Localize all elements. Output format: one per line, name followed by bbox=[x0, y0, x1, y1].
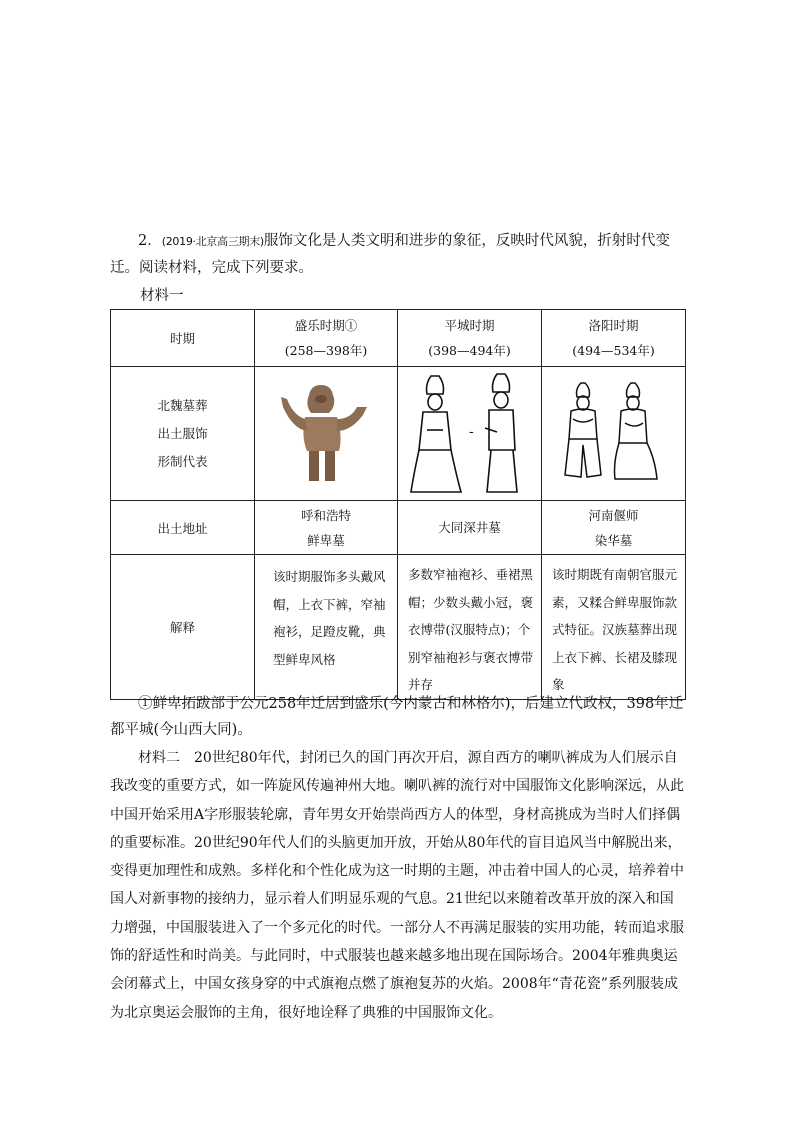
site-row-label: 出土地址 bbox=[111, 501, 255, 555]
material1-table bbox=[110, 309, 686, 700]
period-name: 平城时期 bbox=[444, 318, 495, 333]
period-cell bbox=[398, 310, 542, 367]
explanation-cell: 该时期既有南朝官服元素，又糅合鲜卑服饰款式特征。汉族墓葬出现上衣下裤、长裙及膝现象 bbox=[542, 555, 686, 700]
header-label: 时期 bbox=[111, 310, 255, 367]
period-name: 洛阳时期 bbox=[588, 318, 639, 333]
header-row bbox=[111, 310, 686, 367]
site-cell: 大同深井墓 bbox=[398, 501, 542, 555]
figure-row-label: 北魏墓葬 出土服饰 形制代表 bbox=[111, 367, 255, 501]
svg-text:-: - bbox=[468, 423, 474, 440]
explanation-cell: 该时期服饰多头戴风帽，上衣下裤，窄袖袍衫，足蹬皮靴，典型鲜卑风格 bbox=[255, 555, 398, 700]
period-years: (258—398年) bbox=[284, 343, 368, 358]
period-years: (494—534年) bbox=[572, 343, 655, 358]
site-row bbox=[111, 501, 686, 555]
explanation-cell: 多数窄袖袍衫、垂裙黑帽；少数头戴小冠，褒衣博带(汉服特点)；个别窄袖袍衫与褒衣博带并存 bbox=[398, 555, 542, 700]
period-cell bbox=[255, 310, 398, 367]
site-cell: 河南偃师 染华墓 bbox=[542, 501, 686, 555]
question-intro bbox=[110, 228, 686, 281]
site-cell: 呼和浩特 鲜卑墓 bbox=[255, 501, 398, 555]
figure-row bbox=[111, 367, 686, 501]
material1-label: 材料一 bbox=[140, 288, 184, 304]
shengle-figurine-image bbox=[255, 367, 398, 501]
explanation-row bbox=[111, 555, 686, 700]
question-number: 2． bbox=[138, 233, 162, 249]
question-source: (2019·北京高三期末) bbox=[161, 235, 264, 248]
material2-paragraph bbox=[110, 744, 686, 1027]
luoyang-figurines-drawing bbox=[542, 367, 686, 501]
explanation-row-label: 解释 bbox=[111, 555, 255, 700]
material2-text: 20世纪80年代，封闭已久的国门再次开启，源自西方的喇叭裤成为人们展示自我改变的重要方式，如一阵旋风传遍神州大地。喇叭裤的流行对中国服饰文化影响深远，从此中国开始采用A字形服装轮廓，青年男女开始崇尚西方人的体型，身材高挑成为当时人们择偶的重要标准。20世纪90年代人们的头脑更加开放，开始从80年代的盲目追风当中解脱出来，变得更加理性和成熟。多样化和个性化成为这一时期的主题，冲击着中国人的心灵，培养着中国人对新事物的接纳力，显示着人们明显乐观的气息。21世纪以来随着改革开放的深入和国力增强，中国服装进入了一个多元化的时代。一部分人不再满足服装的实用功能，转而追求服饰的舒适性和时尚美。与此同时，中式服装也越来越多地出现在国际场合。2004年雅典奥运会闭幕式上，中国女孩身穿的中式旗袍点燃了旗袍复苏的火焰。2008年“青花瓷”系列服装成为北京奥运会服饰的主角，很好地诠释了典雅的中国服饰文化。 bbox=[110, 750, 684, 1021]
period-cell bbox=[542, 310, 686, 367]
period-name: 盛乐时期① bbox=[294, 318, 358, 333]
question-text: 服饰文化是人类文明和进步的象征，反映时代风貌，折射时代变迁。阅读材料，完成下列要求。 bbox=[110, 233, 670, 276]
material2-label: 材料二 bbox=[138, 750, 180, 766]
table-footnote: ①鲜卑拓跋部于公元258年迁居到盛乐(今内蒙古和林格尔)，后建立代政权，398年迁都平城(今山西大同)。 bbox=[110, 696, 684, 738]
pingcheng-figurines-drawing bbox=[398, 367, 542, 501]
period-years: (398—494年) bbox=[428, 343, 511, 358]
